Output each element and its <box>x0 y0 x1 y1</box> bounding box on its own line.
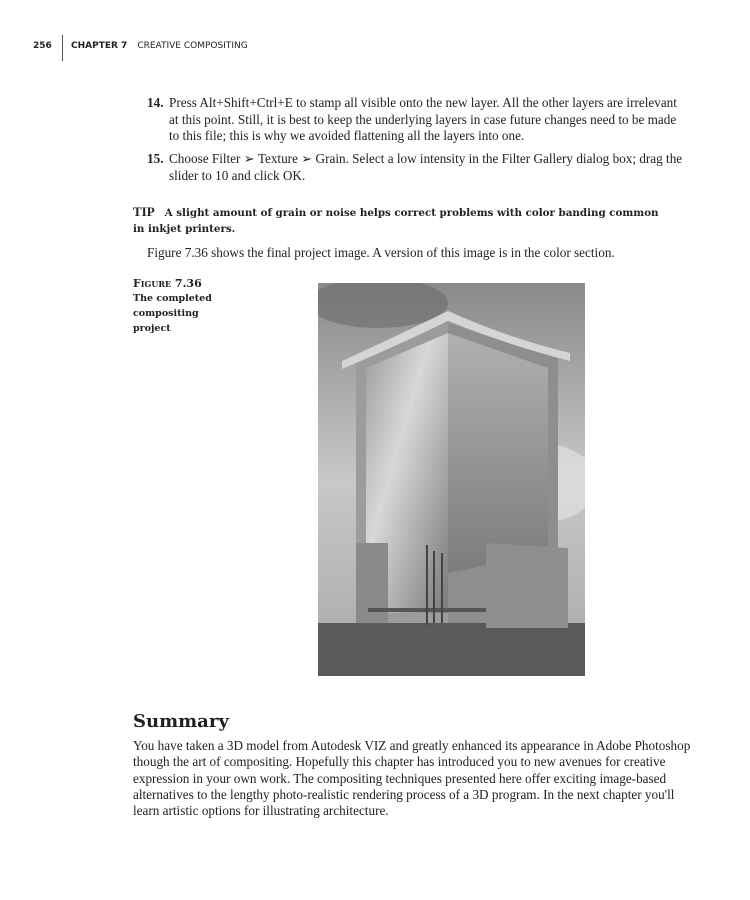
summary-body: You have taken a 3D model from Autodesk VIZ and greatly enhanced its appearance in Adobe Photoshop though the art of compositing. Hopefully this chapter has introduced you to new avenues for creative expression in your own work. The compositing techniques presented here offer exciting image-based alternatives to the lengthy photo-realistic rendering process of a 3D program. In the next chapter you'll learn artistic options for illustrating architecture. <box>133 738 691 819</box>
step-text: Choose Filter ➢ Texture ➢ Grain. Select a low intensity in the Filter Gallery dialog box; drag the slider to 10 and click OK. <box>169 151 683 183</box>
step-15 <box>147 151 687 184</box>
step-number: 14. <box>147 95 164 110</box>
tip-label: TIP <box>133 204 155 219</box>
figure-reference-paragraph: Figure 7.36 shows the final project image. A version of this image is in the color section. <box>147 245 615 260</box>
page-number: 256 <box>33 41 52 51</box>
figure-caption-text: The completed compositing project <box>133 293 212 334</box>
header-divider <box>62 35 63 61</box>
running-header <box>33 41 248 51</box>
figure-label: Figure 7.36 <box>133 277 202 290</box>
building-figure-image <box>318 283 585 676</box>
chapter-label: CHAPTER 7 <box>71 41 128 51</box>
tip-text: A slight amount of grain or noise helps correct problems with color banding common in inkjet printers. <box>133 207 659 235</box>
step-text: Press Alt+Shift+Ctrl+E to stamp all visible onto the new layer. All the other layers are irrelevant at this point. Still, it is best to keep the underlying layers in case future changes need to be made to this file; this is why we avoided flattening all the layers into one. <box>169 95 677 143</box>
step-14 <box>147 95 687 145</box>
chapter-title: CREATIVE COMPOSITING <box>137 41 248 51</box>
tip-box <box>133 204 673 237</box>
figure-caption <box>133 276 223 336</box>
step-number: 15. <box>147 151 164 166</box>
summary-heading: Summary <box>133 711 229 732</box>
